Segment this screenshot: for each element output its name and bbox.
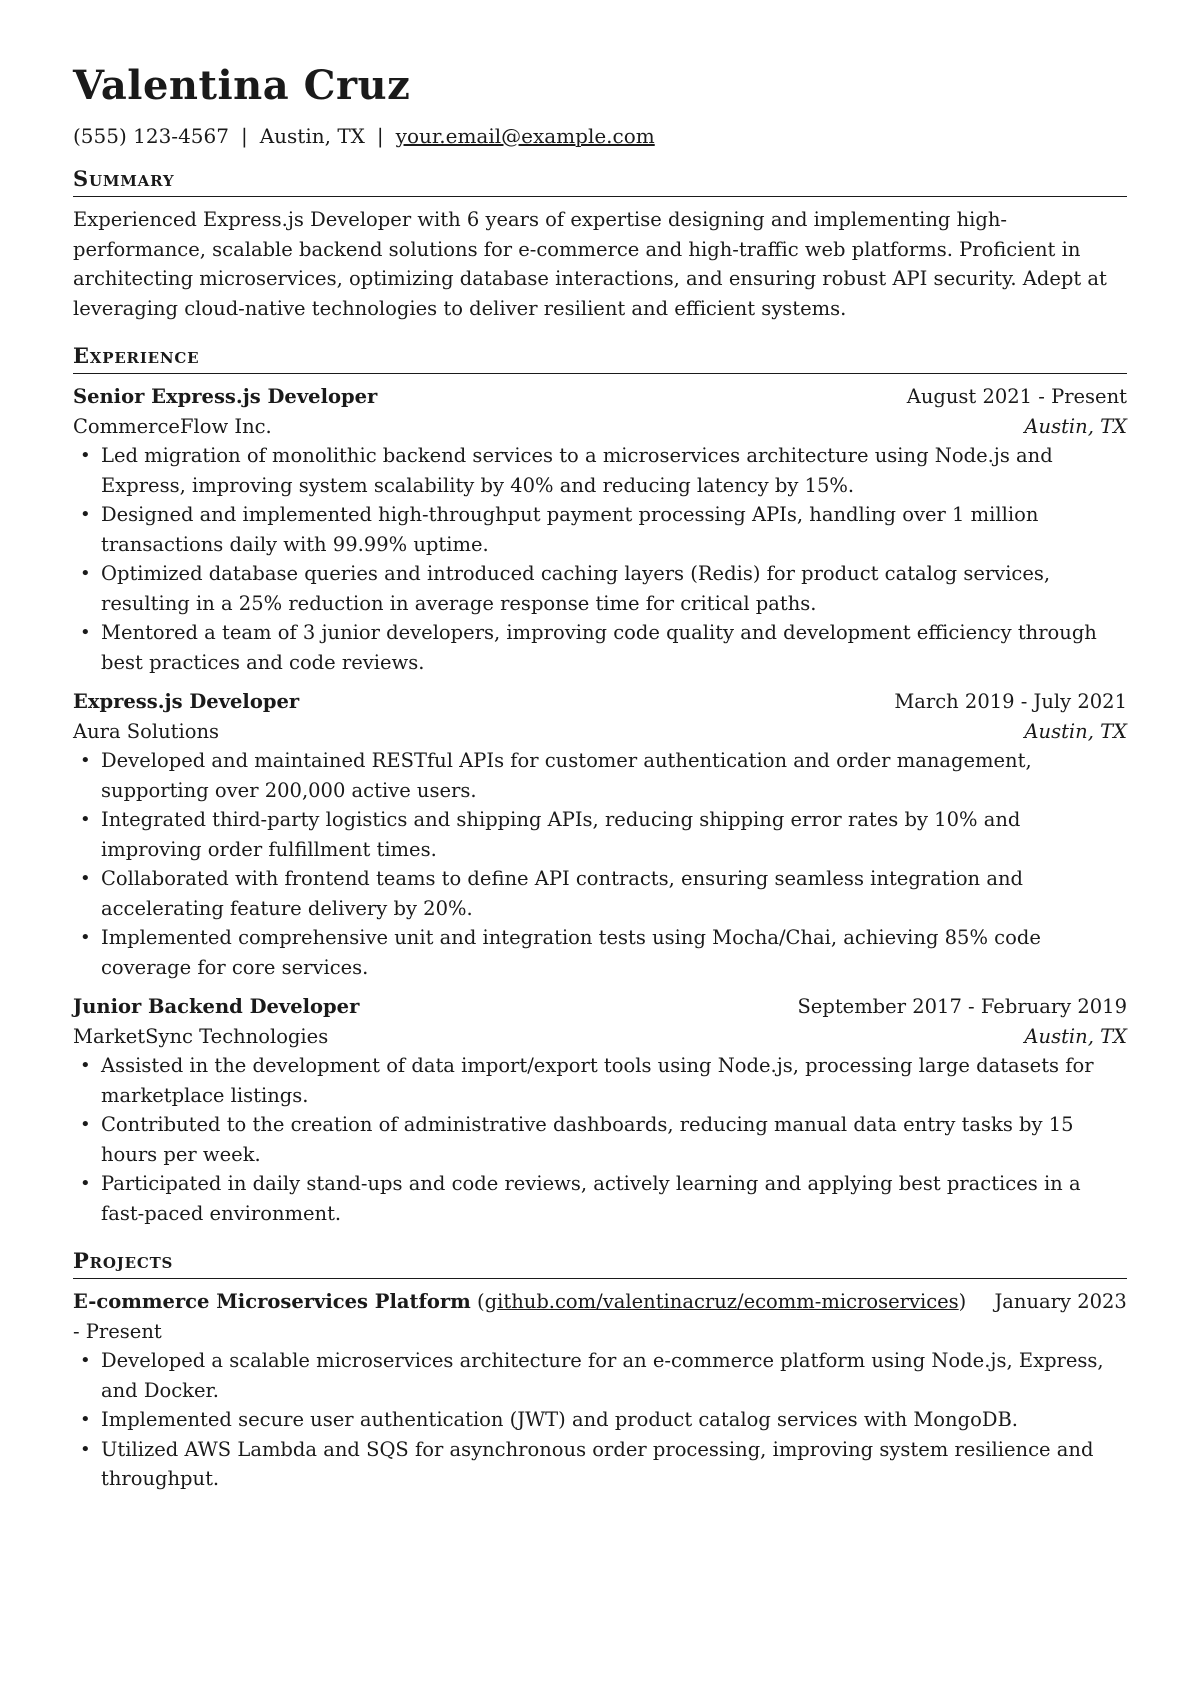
job-title: Senior Express.js Developer bbox=[73, 385, 378, 408]
company-name: Aura Solutions bbox=[73, 719, 220, 743]
contact-separator: | bbox=[240, 124, 248, 148]
job-bullets bbox=[73, 441, 1127, 677]
job-entry bbox=[73, 687, 1127, 982]
job-title: Junior Backend Developer bbox=[73, 995, 360, 1018]
link-paren-open: ( bbox=[477, 1290, 485, 1313]
bullet-item: • Developed and maintained RESTful APIs for customer authentication and order management, supporting over 200,000 active users. bbox=[73, 746, 1127, 805]
project-name: E-commerce Microservices Platform bbox=[73, 1290, 471, 1313]
phone-number: (555) 123-4567 bbox=[73, 124, 229, 148]
bullet-item: • Integrated third-party logistics and shipping APIs, reducing shipping error rates by 10% and improving order fulfillment times. bbox=[73, 805, 1127, 864]
bullet-item: • Contributed to the creation of administrative dashboards, reducing manual data entry tasks by 15 hours per week. bbox=[73, 1110, 1127, 1169]
bullet-item: • Implemented comprehensive unit and integration tests using Mocha/Chai, achieving 85% code coverage for core services. bbox=[73, 923, 1127, 982]
bullet-item: • Developed a scalable microservices architecture for an e-commerce platform using Node.js, Express, and Docker. bbox=[73, 1346, 1127, 1405]
job-title: Express.js Developer bbox=[73, 690, 300, 713]
projects-heading: Projects bbox=[73, 1246, 1127, 1279]
summary-heading: Summary bbox=[73, 164, 1127, 197]
job-location: Austin, TX bbox=[1024, 719, 1127, 743]
bullet-item: • Designed and implemented high-throughput payment processing APIs, handling over 1 million transactions daily with 99.99% uptime. bbox=[73, 500, 1127, 559]
experience-heading: Experience bbox=[73, 341, 1127, 374]
candidate-name: Valentina Cruz bbox=[73, 62, 411, 109]
summary-text: Experienced Express.js Developer with 6 years of expertise designing and implementing high-performance, scalable backend solutions for e-commerce and high-traffic web platforms. Proficient in architecting microservices, optimizing database interactions, and ensuring robust API security. Adept at leveraging cloud-native technologies to deliver resilient and efficient systems. bbox=[73, 208, 1107, 320]
company-name: MarketSync Technologies bbox=[73, 1024, 329, 1048]
job-entry bbox=[73, 382, 1127, 677]
location-text: Austin, TX bbox=[259, 124, 365, 148]
bullet-item: • Utilized AWS Lambda and SQS for asynchronous order processing, improving system resilience and throughput. bbox=[73, 1435, 1127, 1494]
contact-separator: | bbox=[376, 124, 384, 148]
bullet-item: • Assisted in the development of data import/export tools using Node.js, processing large datasets for marketplace listings. bbox=[73, 1051, 1127, 1110]
job-location: Austin, TX bbox=[1024, 414, 1127, 438]
job-bullets bbox=[73, 1051, 1127, 1228]
bullet-item: • Led migration of monolithic backend services to a microservices architecture using Node.js and Express, improving system scalability by 40% and reducing latency by 15%. bbox=[73, 441, 1127, 500]
project-dates: January 2023 - Present bbox=[73, 1290, 1127, 1343]
project-entry bbox=[73, 1287, 1127, 1494]
bullet-item: • Optimized database queries and introduced caching layers (Redis) for product catalog services, resulting in a 25% reduction in average response time for critical paths. bbox=[73, 559, 1127, 618]
job-dates: September 2017 - February 2019 bbox=[797, 995, 1127, 1018]
job-entry bbox=[73, 992, 1127, 1228]
contact-line bbox=[73, 122, 1127, 150]
bullet-item: • Implemented secure user authentication (JWT) and product catalog services with MongoDB. bbox=[73, 1405, 1127, 1435]
job-bullets bbox=[73, 746, 1127, 982]
link-paren-close: ) bbox=[958, 1290, 967, 1313]
resume-page bbox=[73, 58, 1127, 1494]
company-name: CommerceFlow Inc. bbox=[73, 414, 272, 438]
bullet-item: • Collaborated with frontend teams to define API contracts, ensuring seamless integration and accelerating feature delivery by 20%. bbox=[73, 864, 1127, 923]
email-link[interactable]: your.email@example.com bbox=[395, 124, 655, 148]
job-dates: August 2021 - Present bbox=[906, 385, 1127, 408]
project-bullets bbox=[73, 1346, 1127, 1494]
job-location: Austin, TX bbox=[1024, 1024, 1127, 1048]
project-link[interactable]: github.com/valentinacruz/ecomm-microservices bbox=[484, 1290, 959, 1313]
project-header bbox=[73, 1287, 1127, 1346]
bullet-item: • Mentored a team of 3 junior developers, improving code quality and development efficiency through best practices and code reviews. bbox=[73, 618, 1127, 677]
job-dates: March 2019 - July 2021 bbox=[894, 690, 1127, 713]
bullet-item: • Participated in daily stand-ups and code reviews, actively learning and applying best practices in a fast-paced environment. bbox=[73, 1169, 1127, 1228]
